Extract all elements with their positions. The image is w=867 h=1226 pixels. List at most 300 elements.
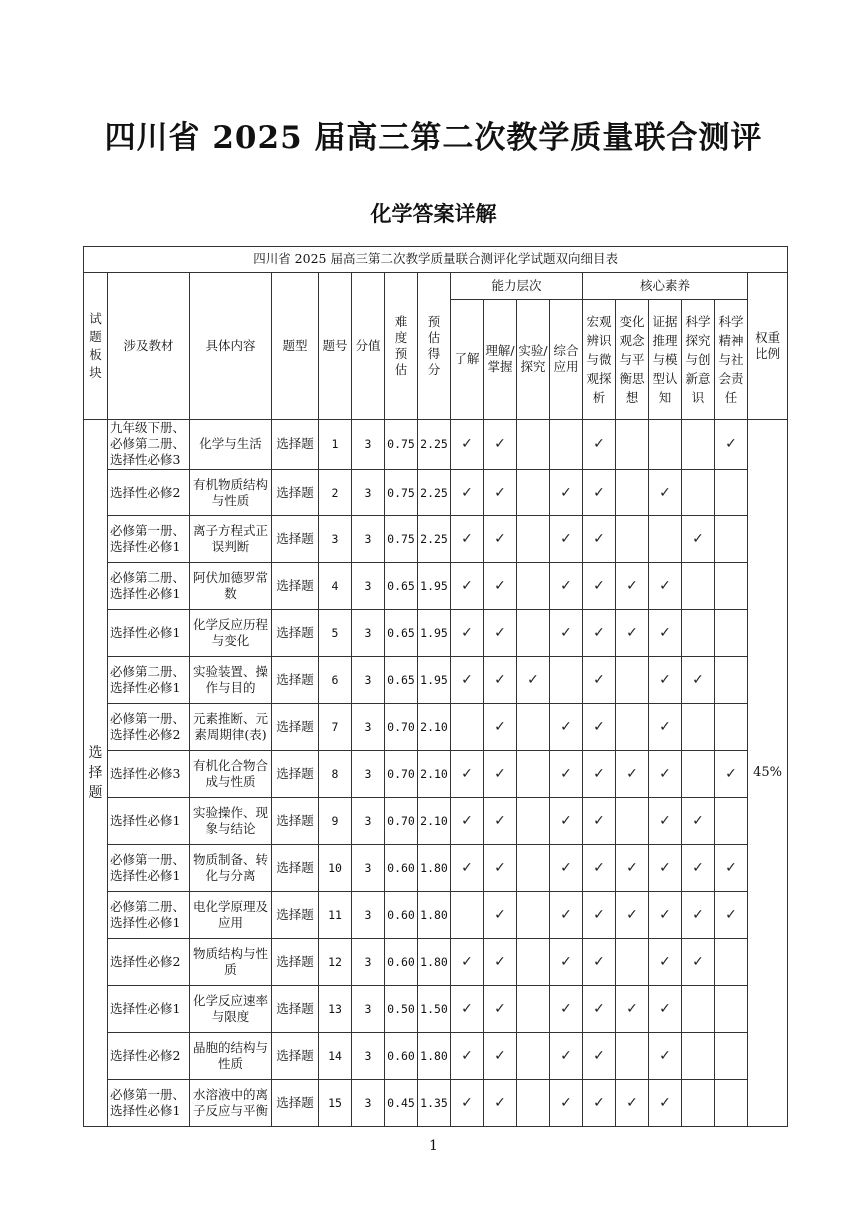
cell-literacy (616, 986, 649, 1033)
cell-literacy (583, 798, 616, 845)
cell-ability (451, 986, 484, 1033)
cell-literacy (649, 1079, 682, 1126)
check-mark-icon: ✓ (626, 625, 638, 642)
cell-ability (550, 469, 583, 516)
check-mark-icon: ✓ (659, 672, 671, 689)
check-mark-icon: ✓ (461, 484, 473, 501)
table-row (84, 1032, 788, 1079)
cell-literacy (715, 845, 748, 892)
cell-ability (484, 419, 517, 469)
cell-literacy (682, 845, 715, 892)
header-literacy: 宏观辨识与微观探析 (583, 300, 616, 419)
document-title: 四川省 2025 届高三第二次教学质量联合测评 (104, 120, 763, 156)
check-mark-icon: ✓ (659, 578, 671, 595)
check-mark-icon: ✓ (626, 1094, 638, 1111)
cell-literacy (649, 469, 682, 516)
cell-material: 九年级下册、必修第二册、选择性必修3 (108, 419, 190, 469)
cell-literacy (616, 516, 649, 563)
table-row (84, 610, 788, 657)
cell-literacy (682, 419, 715, 469)
table-row (84, 1079, 788, 1126)
cell-ability (550, 986, 583, 1033)
check-mark-icon: ✓ (593, 436, 605, 453)
cell-ability (484, 892, 517, 939)
cell-ability (517, 704, 550, 751)
cell-difficulty: 0.70 (385, 704, 418, 751)
cell-literacy (583, 516, 616, 563)
cell-type: 选择题 (272, 657, 319, 704)
cell-type: 选择题 (272, 892, 319, 939)
cell-difficulty: 0.70 (385, 751, 418, 798)
check-mark-icon: ✓ (494, 719, 506, 736)
cell-literacy (583, 610, 616, 657)
cell-difficulty: 0.60 (385, 939, 418, 986)
cell-ability (451, 939, 484, 986)
cell-content: 化学与生活 (190, 419, 272, 469)
check-mark-icon: ✓ (494, 672, 506, 689)
cell-expected-score: 1.50 (418, 986, 451, 1033)
check-mark-icon: ✓ (725, 907, 737, 924)
check-mark-icon: ✓ (659, 766, 671, 783)
cell-literacy (715, 657, 748, 704)
check-mark-icon: ✓ (659, 1047, 671, 1064)
cell-literacy (715, 419, 748, 469)
check-mark-icon: ✓ (626, 1000, 638, 1017)
check-mark-icon: ✓ (593, 860, 605, 877)
cell-ability (550, 1032, 583, 1079)
cell-difficulty: 0.50 (385, 986, 418, 1033)
cell-ability (451, 419, 484, 469)
cell-number: 9 (319, 798, 352, 845)
check-mark-icon: ✓ (593, 1000, 605, 1017)
header-ability-group: 能力层次 (451, 272, 583, 300)
check-mark-icon: ✓ (461, 672, 473, 689)
cell-score: 3 (352, 845, 385, 892)
table-row (84, 939, 788, 986)
cell-ability (484, 1032, 517, 1079)
cell-ability (550, 798, 583, 845)
cell-literacy (682, 516, 715, 563)
check-mark-icon: ✓ (593, 907, 605, 924)
cell-content: 电化学原理及应用 (190, 892, 272, 939)
cell-ability (517, 892, 550, 939)
check-mark-icon: ✓ (593, 1047, 605, 1064)
cell-number: 14 (319, 1032, 352, 1079)
cell-material: 必修第二册、选择性必修1 (108, 892, 190, 939)
cell-number: 13 (319, 986, 352, 1033)
cell-literacy (715, 751, 748, 798)
cell-score: 3 (352, 939, 385, 986)
check-mark-icon: ✓ (494, 578, 506, 595)
cell-literacy (616, 751, 649, 798)
check-mark-icon: ✓ (494, 531, 506, 548)
cell-literacy (682, 798, 715, 845)
cell-ability (550, 610, 583, 657)
check-mark-icon: ✓ (725, 766, 737, 783)
check-mark-icon: ✓ (527, 672, 539, 689)
cell-ability (451, 1079, 484, 1126)
cell-type: 选择题 (272, 516, 319, 563)
block-label: 选择题 (84, 419, 108, 1126)
check-mark-icon: ✓ (593, 766, 605, 783)
cell-score: 3 (352, 563, 385, 610)
cell-expected-score: 2.10 (418, 798, 451, 845)
cell-literacy (649, 751, 682, 798)
check-mark-icon: ✓ (593, 484, 605, 501)
check-mark-icon: ✓ (494, 1094, 506, 1111)
cell-literacy (649, 1032, 682, 1079)
header-ability: 综合应用 (550, 300, 583, 419)
check-mark-icon: ✓ (461, 766, 473, 783)
cell-literacy (715, 469, 748, 516)
cell-ability (484, 798, 517, 845)
cell-content: 元素推断、元素周期律(表) (190, 704, 272, 751)
cell-ability (451, 751, 484, 798)
check-mark-icon: ✓ (692, 672, 704, 689)
cell-ability (517, 939, 550, 986)
cell-literacy (682, 986, 715, 1033)
cell-ability (517, 516, 550, 563)
cell-content: 晶胞的结构与性质 (190, 1032, 272, 1079)
cell-ability (451, 657, 484, 704)
check-mark-icon: ✓ (560, 860, 572, 877)
cell-literacy (682, 1032, 715, 1079)
cell-ability (517, 1079, 550, 1126)
page-number: 1 (429, 1138, 438, 1154)
cell-score: 3 (352, 516, 385, 563)
cell-literacy (616, 939, 649, 986)
cell-score: 3 (352, 1079, 385, 1126)
cell-literacy (715, 1032, 748, 1079)
cell-ability (517, 798, 550, 845)
cell-ability (484, 516, 517, 563)
check-mark-icon: ✓ (593, 625, 605, 642)
cell-number: 12 (319, 939, 352, 986)
cell-literacy (715, 563, 748, 610)
cell-number: 8 (319, 751, 352, 798)
check-mark-icon: ✓ (560, 1094, 572, 1111)
cell-literacy (682, 469, 715, 516)
table-row (84, 751, 788, 798)
check-mark-icon: ✓ (461, 578, 473, 595)
cell-type: 选择题 (272, 563, 319, 610)
check-mark-icon: ✓ (659, 1000, 671, 1017)
check-mark-icon: ✓ (692, 813, 704, 830)
cell-difficulty: 0.60 (385, 1032, 418, 1079)
table-caption: 四川省 2025 届高三第二次教学质量联合测评化学试题双向细目表 (84, 247, 788, 273)
cell-ability (451, 610, 484, 657)
cell-type: 选择题 (272, 610, 319, 657)
check-mark-icon: ✓ (593, 531, 605, 548)
cell-ability (550, 751, 583, 798)
check-mark-icon: ✓ (659, 1094, 671, 1111)
cell-ability (550, 419, 583, 469)
cell-expected-score: 2.10 (418, 704, 451, 751)
check-mark-icon: ✓ (560, 531, 572, 548)
cell-literacy (649, 516, 682, 563)
cell-ability (451, 798, 484, 845)
check-mark-icon: ✓ (659, 860, 671, 877)
cell-difficulty: 0.60 (385, 892, 418, 939)
cell-type: 选择题 (272, 939, 319, 986)
cell-literacy (583, 939, 616, 986)
cell-literacy (682, 563, 715, 610)
cell-score: 3 (352, 469, 385, 516)
cell-ability (517, 845, 550, 892)
cell-ability (484, 704, 517, 751)
cell-literacy (649, 704, 682, 751)
cell-ability (451, 1032, 484, 1079)
cell-difficulty: 0.65 (385, 657, 418, 704)
check-mark-icon: ✓ (560, 813, 572, 830)
cell-literacy (616, 657, 649, 704)
check-mark-icon: ✓ (659, 954, 671, 971)
cell-content: 水溶液中的离子反应与平衡 (190, 1079, 272, 1126)
cell-number: 6 (319, 657, 352, 704)
cell-expected-score: 1.35 (418, 1079, 451, 1126)
cell-expected-score: 1.80 (418, 892, 451, 939)
check-mark-icon: ✓ (494, 436, 506, 453)
check-mark-icon: ✓ (659, 625, 671, 642)
cell-literacy (715, 892, 748, 939)
header-ability: 实验/探究 (517, 300, 550, 419)
cell-material: 选择性必修2 (108, 939, 190, 986)
cell-ability (451, 845, 484, 892)
cell-literacy (583, 469, 616, 516)
cell-literacy (583, 419, 616, 469)
cell-literacy (616, 419, 649, 469)
weight-value: 45% (748, 419, 788, 1126)
check-mark-icon: ✓ (494, 954, 506, 971)
cell-ability (451, 892, 484, 939)
cell-literacy (649, 892, 682, 939)
cell-ability (451, 469, 484, 516)
cell-score: 3 (352, 986, 385, 1033)
header-block: 试题板块 (84, 272, 108, 419)
cell-literacy (583, 1032, 616, 1079)
check-mark-icon: ✓ (461, 625, 473, 642)
check-mark-icon: ✓ (659, 484, 671, 501)
table-row (84, 845, 788, 892)
cell-literacy (715, 986, 748, 1033)
table-row (84, 419, 788, 469)
check-mark-icon: ✓ (725, 436, 737, 453)
check-mark-icon: ✓ (626, 860, 638, 877)
check-mark-icon: ✓ (560, 625, 572, 642)
cell-ability (484, 751, 517, 798)
header-ability: 理解/掌握 (484, 300, 517, 419)
cell-ability (550, 1079, 583, 1126)
cell-literacy (715, 939, 748, 986)
cell-difficulty: 0.60 (385, 845, 418, 892)
header-score: 分值 (352, 272, 385, 419)
header-number: 题号 (319, 272, 352, 419)
cell-ability (550, 516, 583, 563)
header-type: 题型 (272, 272, 319, 419)
check-mark-icon: ✓ (494, 625, 506, 642)
cell-type: 选择题 (272, 1079, 319, 1126)
cell-literacy (583, 657, 616, 704)
cell-ability (517, 751, 550, 798)
cell-material: 选择性必修1 (108, 798, 190, 845)
check-mark-icon: ✓ (461, 813, 473, 830)
table-row (84, 704, 788, 751)
cell-content: 化学反应历程与变化 (190, 610, 272, 657)
check-mark-icon: ✓ (494, 1000, 506, 1017)
cell-material: 选择性必修2 (108, 469, 190, 516)
cell-content: 物质结构与性质 (190, 939, 272, 986)
header-literacy: 证据推理与模型认知 (649, 300, 682, 419)
cell-content: 离子方程式正误判断 (190, 516, 272, 563)
cell-content: 实验装置、操作与目的 (190, 657, 272, 704)
check-mark-icon: ✓ (659, 813, 671, 830)
cell-difficulty: 0.45 (385, 1079, 418, 1126)
cell-literacy (616, 1032, 649, 1079)
cell-literacy (616, 845, 649, 892)
cell-ability (484, 939, 517, 986)
check-mark-icon: ✓ (725, 860, 737, 877)
document-subtitle: 化学答案详解 (370, 202, 497, 226)
cell-literacy (583, 1079, 616, 1126)
cell-literacy (583, 704, 616, 751)
check-mark-icon: ✓ (560, 578, 572, 595)
check-mark-icon: ✓ (494, 860, 506, 877)
table-row (84, 798, 788, 845)
cell-literacy (682, 704, 715, 751)
check-mark-icon: ✓ (461, 531, 473, 548)
cell-score: 3 (352, 419, 385, 469)
check-mark-icon: ✓ (659, 907, 671, 924)
cell-ability (484, 845, 517, 892)
cell-difficulty: 0.75 (385, 419, 418, 469)
cell-expected-score: 2.10 (418, 751, 451, 798)
cell-literacy (583, 563, 616, 610)
cell-expected-score: 2.25 (418, 419, 451, 469)
cell-ability (517, 657, 550, 704)
cell-ability (550, 657, 583, 704)
cell-content: 实验操作、现象与结论 (190, 798, 272, 845)
cell-difficulty: 0.70 (385, 798, 418, 845)
cell-literacy (649, 419, 682, 469)
check-mark-icon: ✓ (494, 1047, 506, 1064)
check-mark-icon: ✓ (692, 531, 704, 548)
cell-literacy (715, 610, 748, 657)
cell-literacy (616, 892, 649, 939)
cell-content: 有机化合物合成与性质 (190, 751, 272, 798)
cell-literacy (583, 751, 616, 798)
cell-type: 选择题 (272, 986, 319, 1033)
check-mark-icon: ✓ (593, 1094, 605, 1111)
cell-ability (550, 939, 583, 986)
cell-score: 3 (352, 798, 385, 845)
cell-literacy (649, 657, 682, 704)
check-mark-icon: ✓ (494, 484, 506, 501)
cell-type: 选择题 (272, 419, 319, 469)
header-ability: 了解 (451, 300, 484, 419)
cell-number: 15 (319, 1079, 352, 1126)
cell-number: 11 (319, 892, 352, 939)
cell-ability (517, 986, 550, 1033)
cell-expected-score: 2.25 (418, 516, 451, 563)
cell-type: 选择题 (272, 845, 319, 892)
cell-ability (451, 516, 484, 563)
check-mark-icon: ✓ (659, 719, 671, 736)
cell-ability (484, 657, 517, 704)
cell-literacy (649, 798, 682, 845)
check-mark-icon: ✓ (494, 907, 506, 924)
check-mark-icon: ✓ (626, 578, 638, 595)
cell-content: 阿伏加德罗常数 (190, 563, 272, 610)
cell-material: 必修第一册、选择性必修2 (108, 704, 190, 751)
check-mark-icon: ✓ (593, 578, 605, 595)
check-mark-icon: ✓ (461, 1094, 473, 1111)
check-mark-icon: ✓ (626, 907, 638, 924)
cell-literacy (715, 704, 748, 751)
cell-number: 1 (319, 419, 352, 469)
cell-difficulty: 0.75 (385, 516, 418, 563)
check-mark-icon: ✓ (560, 907, 572, 924)
cell-ability (517, 419, 550, 469)
header-literacy-group: 核心素养 (583, 272, 748, 300)
cell-literacy (616, 1079, 649, 1126)
cell-score: 3 (352, 657, 385, 704)
cell-ability (484, 986, 517, 1033)
cell-expected-score: 2.25 (418, 469, 451, 516)
cell-difficulty: 0.75 (385, 469, 418, 516)
cell-literacy (616, 563, 649, 610)
cell-type: 选择题 (272, 751, 319, 798)
check-mark-icon: ✓ (461, 954, 473, 971)
cell-ability (484, 563, 517, 610)
cell-literacy (682, 610, 715, 657)
header-weight: 权重比例 (748, 272, 788, 419)
check-mark-icon: ✓ (461, 1047, 473, 1064)
cell-literacy (649, 845, 682, 892)
cell-literacy (616, 704, 649, 751)
cell-literacy (682, 939, 715, 986)
table-row (84, 516, 788, 563)
cell-material: 选择性必修1 (108, 986, 190, 1033)
cell-literacy (616, 798, 649, 845)
header-literacy: 科学探究与创新意识 (682, 300, 715, 419)
cell-expected-score: 1.80 (418, 845, 451, 892)
cell-expected-score: 1.95 (418, 657, 451, 704)
header-expected-score: 预估得分 (418, 272, 451, 419)
cell-material: 必修第一册、选择性必修1 (108, 1079, 190, 1126)
check-mark-icon: ✓ (593, 672, 605, 689)
check-mark-icon: ✓ (593, 954, 605, 971)
cell-number: 5 (319, 610, 352, 657)
cell-literacy (715, 1079, 748, 1126)
cell-literacy (616, 610, 649, 657)
cell-ability (451, 704, 484, 751)
cell-expected-score: 1.95 (418, 563, 451, 610)
cell-score: 3 (352, 704, 385, 751)
cell-number: 3 (319, 516, 352, 563)
check-mark-icon: ✓ (560, 1000, 572, 1017)
check-mark-icon: ✓ (692, 860, 704, 877)
check-mark-icon: ✓ (461, 1000, 473, 1017)
cell-difficulty: 0.65 (385, 610, 418, 657)
cell-difficulty: 0.65 (385, 563, 418, 610)
table-row (84, 657, 788, 704)
cell-score: 3 (352, 610, 385, 657)
cell-material: 选择性必修2 (108, 1032, 190, 1079)
cell-literacy (649, 563, 682, 610)
cell-literacy (715, 516, 748, 563)
cell-literacy (616, 469, 649, 516)
cell-literacy (682, 657, 715, 704)
